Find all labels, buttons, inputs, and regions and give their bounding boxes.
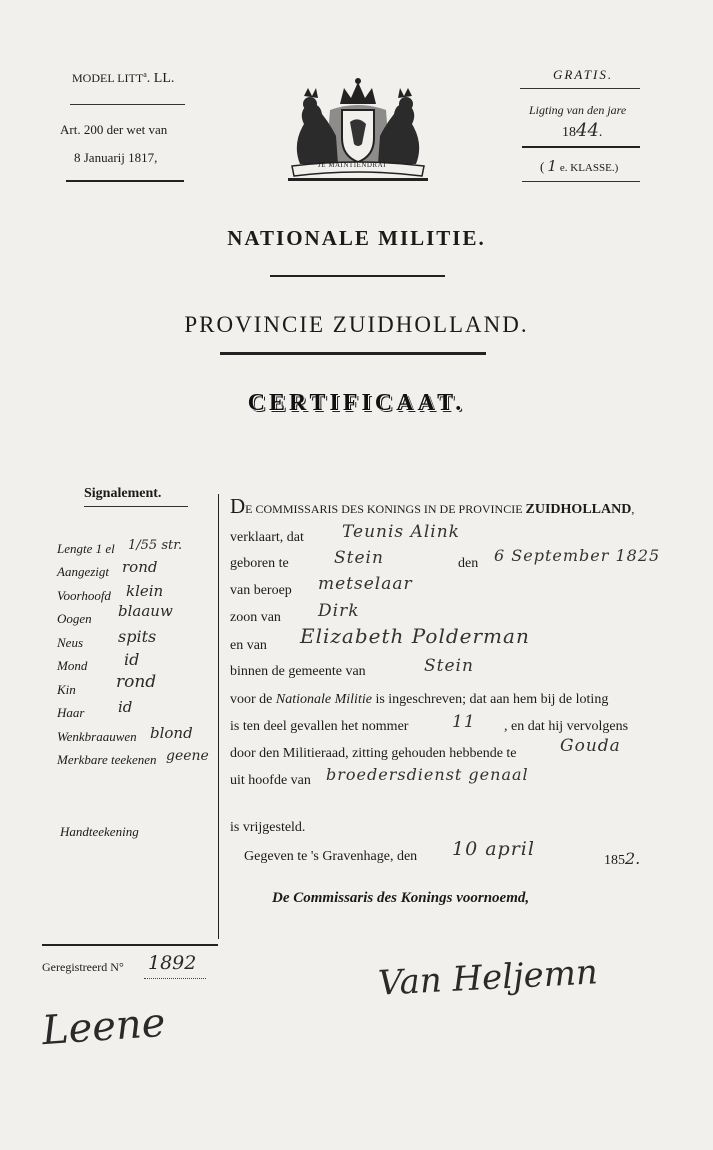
title-nationale-militie: NATIONALE MILITIE. xyxy=(227,226,486,250)
value-oogen: blaauw xyxy=(118,602,173,620)
beroep-label: van beroep xyxy=(230,583,292,598)
registration-dotline xyxy=(144,978,206,979)
value-birthdate: 6 September 1825 xyxy=(494,546,661,565)
label-kin: Kin xyxy=(57,682,76,697)
label-aangezigt: Aangezigt xyxy=(57,564,109,579)
verklaart-label: verklaart, dat xyxy=(230,530,304,545)
value-merkbare-teekenen: geene xyxy=(166,748,209,764)
registration-number: 1892 xyxy=(148,952,197,974)
gegeven-label: Gegeven te 's Gravenhage, den xyxy=(244,849,418,864)
ligting-year: 1844. xyxy=(562,120,603,141)
label-voorhoofd: Voorhoofd xyxy=(57,588,111,603)
label-mond: Mond xyxy=(57,658,88,673)
header-right-rule xyxy=(520,88,640,89)
nummer-suffix: , en dat hij vervolgens xyxy=(504,719,629,734)
value-municipality: Stein xyxy=(424,656,474,676)
value-aangezigt: rond xyxy=(122,558,158,576)
registration-label: Geregistreerd N° xyxy=(42,960,124,974)
value-reason: broedersdienst genaal xyxy=(326,765,529,784)
value-voorhoofd: klein xyxy=(126,582,164,600)
signalement-underline xyxy=(84,506,188,507)
geboren-label: geboren te xyxy=(230,556,289,571)
hoofde-label: uit hoofde van xyxy=(230,773,311,788)
klasse-label: ( 1 e. KLASSE.) xyxy=(540,157,619,175)
gratis-label: GRATIS. xyxy=(553,67,614,82)
nummer-label: is ten deel gevallen het nommer xyxy=(230,719,409,734)
signalement-heading: Signalement. xyxy=(84,486,162,501)
ligting-label: Ligting van den jare xyxy=(529,103,627,117)
title-certificaat: CERTIFICAAT. xyxy=(247,390,466,416)
value-mother: Elizabeth Polderman xyxy=(300,624,530,648)
value-lot-number: 11 xyxy=(452,712,476,732)
value-neus: spits xyxy=(118,627,157,646)
header-right-ornament xyxy=(522,146,640,148)
vrijgesteld-label: is vrijgesteld. xyxy=(230,820,306,835)
label-merkbare-teekenen: Merkbare teekenen xyxy=(57,752,157,767)
handteekening-label: Handteekening xyxy=(60,824,139,839)
given-year: 1852. xyxy=(604,849,641,868)
header-left-rule xyxy=(70,104,185,105)
value-haar: id xyxy=(118,698,133,716)
title-ornament xyxy=(270,275,445,277)
value-name: Teunis Alink xyxy=(342,522,460,542)
militieraad-label: door den Militieraad, zitting gehouden hebbende te xyxy=(230,746,517,761)
label-neus: Neus xyxy=(57,635,83,650)
label-lengte: Lengte 1 el xyxy=(57,541,115,556)
value-birthplace: Stein xyxy=(334,548,384,568)
column-divider xyxy=(218,494,219,939)
value-mond: id xyxy=(124,650,140,669)
value-kin: rond xyxy=(116,672,157,692)
certificate-intro: DE COMMISSARIS DES KONINGS IN DE PROVINCIE ZUIDHOLLAND, xyxy=(230,494,635,518)
den-label: den xyxy=(458,556,479,571)
model-litt: MODEL LITT$^a$. LL. xyxy=(72,70,175,86)
value-father: Dirk xyxy=(318,601,360,621)
zoon-label: zoon van xyxy=(230,610,281,625)
value-given-date: 10 april xyxy=(452,838,535,860)
commissioner-signature: Van Heljemn xyxy=(377,952,599,1004)
left-signature: Leene xyxy=(40,999,167,1055)
title-province: PROVINCIE ZUIDHOLLAND. xyxy=(184,312,529,337)
value-raad-place: Gouda xyxy=(560,736,621,756)
gemeente-label: binnen de gemeente van xyxy=(230,664,366,679)
value-wenkbraauwen: blond xyxy=(150,724,193,742)
article-line-2: 8 Januarij 1817, xyxy=(74,150,158,165)
header-right-bottom-rule xyxy=(522,181,640,182)
registration-rule xyxy=(42,944,218,946)
motto-text: JE MAINTIENDRAI xyxy=(318,161,386,169)
value-lengte: 1/55 str. xyxy=(128,538,183,553)
province-underline xyxy=(220,352,486,355)
label-oogen: Oogen xyxy=(57,611,92,626)
value-profession: metselaar xyxy=(318,574,413,594)
militie-line: voor de Nationale Militie is ingeschreven; dat aan hem bij de loting xyxy=(230,692,609,707)
label-wenkbraauwen: Wenkbraauwen xyxy=(57,729,137,744)
header-left-ornament xyxy=(66,180,184,182)
article-line-1: Art. 200 der wet van xyxy=(60,122,168,137)
label-haar: Haar xyxy=(57,705,85,720)
closing-line: De Commissaris des Konings voornoemd, xyxy=(272,890,530,906)
en-van-label: en van xyxy=(230,638,267,653)
